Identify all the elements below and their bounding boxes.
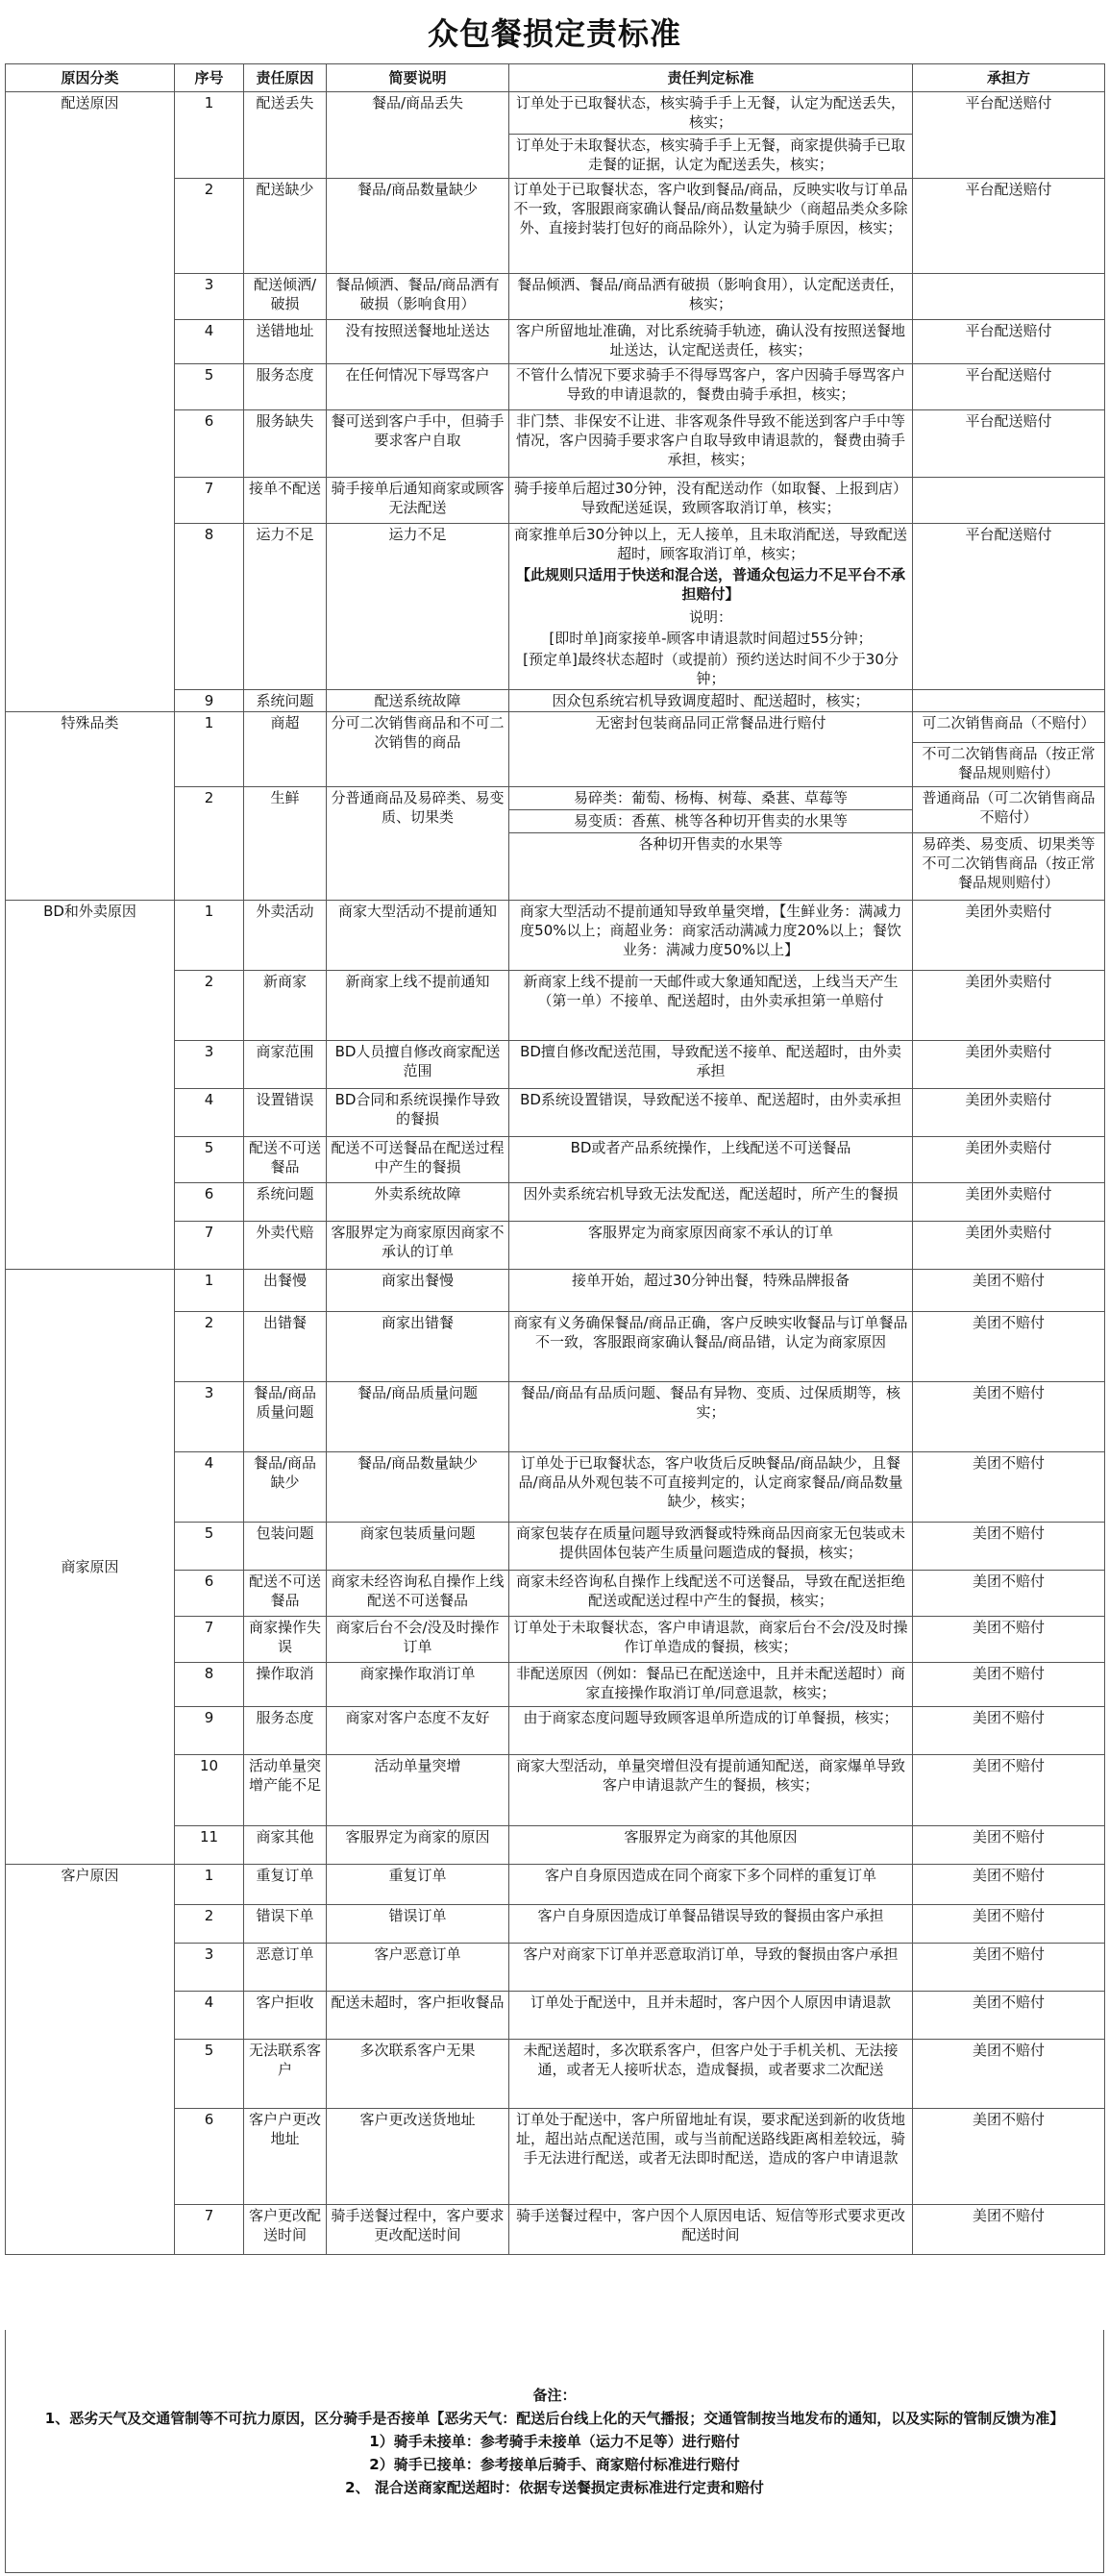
description-cell: 餐可送到客户手中，但骑手要求客户自取 <box>327 410 509 478</box>
reason-cell: 系统问题 <box>244 690 327 712</box>
row-number: 5 <box>175 364 244 410</box>
party-cell <box>913 274 1105 320</box>
standard-cell: 非门禁、非保安不让进、非客观条件导致不能送到客户手中等情况，客户因骑手要求客户自取导致申请退款的，餐费由骑手承担，核实； <box>509 410 913 478</box>
row-number: 3 <box>175 1944 244 1992</box>
party-cell: 美团不赔付 <box>913 1523 1105 1571</box>
description-cell: 重复订单 <box>327 1865 509 1905</box>
reason-cell: 商超 <box>244 712 327 787</box>
table-row <box>6 92 1105 135</box>
party-cell: 美团外卖赔付 <box>913 1041 1105 1089</box>
page-title: 众包餐损定责标准 <box>427 15 681 52</box>
standard-cell: 订单处于已取餐状态，客户收货后反映餐品/商品缺少，且餐品/商品从外观包装不可直接判定的，认定商家餐品/商品数量缺少，核实； <box>509 1452 913 1523</box>
description-cell: 分可二次销售商品和不可二次销售的商品 <box>327 712 509 787</box>
note-item: 2、 混合送商家配送超时：依据专送餐损定责标准进行定责和赔付 <box>345 2479 764 2496</box>
standard-cell: 客服界定为商家原因商家不承认的订单 <box>509 1222 913 1270</box>
description-cell: 配送不可送餐品在配送过程中产生的餐损 <box>327 1137 509 1183</box>
row-number: 5 <box>175 2040 244 2109</box>
party-cell: 美团不赔付 <box>913 2205 1105 2255</box>
description-cell: 商家操作取消订单 <box>327 1663 509 1707</box>
category-cell: 客户原因 <box>6 1865 175 2255</box>
description-cell: 没有按照送餐地址送达 <box>327 320 509 364</box>
reason-cell: 服务态度 <box>244 364 327 410</box>
reason-cell: 错误下单 <box>244 1905 327 1944</box>
reason-cell: 活动单量突增产能不足 <box>244 1755 327 1826</box>
party-cell: 美团不赔付 <box>913 2109 1105 2205</box>
header-row <box>6 64 1105 92</box>
reason-cell: 生鲜 <box>244 787 327 901</box>
description-cell: 商家对客户态度不友好 <box>327 1707 509 1755</box>
party-cell: 美团外卖赔付 <box>913 971 1105 1041</box>
description-cell: BD人员擅自修改商家配送范围 <box>327 1041 509 1089</box>
table-row <box>6 1865 1105 1905</box>
header-category: 原因分类 <box>6 64 175 92</box>
standard-cell: BD系统设置错误，导致配送不接单、配送超时，由外卖承担 <box>509 1089 913 1137</box>
standard-cell: 订单处于未取餐状态，客户申请退款，商家后台不会/没及时操作订单造成的餐损，核实； <box>509 1617 913 1663</box>
description-cell: 商家出餐慢 <box>327 1270 509 1312</box>
row-number: 3 <box>175 1382 244 1452</box>
row-number: 1 <box>175 901 244 971</box>
row-number: 2 <box>175 971 244 1041</box>
description-cell: 配送未超时，客户拒收餐品 <box>327 1992 509 2040</box>
row-number: 5 <box>175 1137 244 1183</box>
standard-cell: 商家未经咨询私自操作上线配送不可送餐品，导致在配送拒绝配送或配送过程中产生的餐损，核实； <box>509 1571 913 1617</box>
reason-cell: 配送缺少 <box>244 179 327 274</box>
description-cell: 餐品/商品质量问题 <box>327 1382 509 1452</box>
reason-cell: 外卖代赔 <box>244 1222 327 1270</box>
standard-cell: 订单处于配送中，客户所留地址有误，要求配送到新的收货地址，超出站点配送范围，或与当前配送路线距离相差较远，骑手无法进行配送，或者无法即时配送，造成的客户申请退款 <box>509 2109 913 2205</box>
reason-cell: 接单不配送 <box>244 478 327 524</box>
party-cell: 平台配送赔付 <box>913 320 1105 364</box>
standard-note: 【此规则只适用于快送和混合送，普通众包运力不足平台不承担赔付】 <box>509 564 913 607</box>
note-item: 1）骑手未接单：参考骑手未接单（运力不足等）进行赔付 <box>369 2433 740 2450</box>
row-number: 3 <box>175 274 244 320</box>
description-cell: 错误订单 <box>327 1905 509 1944</box>
reason-cell: 客户更改配送时间 <box>244 2205 327 2255</box>
category-cell: 特殊品类 <box>6 712 175 901</box>
header-reason: 责任原因 <box>244 64 327 92</box>
description-cell: 客服界定为商家的原因 <box>327 1826 509 1865</box>
row-number: 4 <box>175 320 244 364</box>
standard-cell: BD或者产品系统操作，上线配送不可送餐品 <box>509 1137 913 1183</box>
standard-cell: 商家大型活动，单量突增但没有提前通知配送，商家爆单导致客户申请退款产生的餐损，核实； <box>509 1755 913 1826</box>
row-number: 6 <box>175 410 244 478</box>
row-number: 8 <box>175 524 244 690</box>
description-cell: 运力不足 <box>327 524 509 690</box>
description-cell: 客户更改送货地址 <box>327 2109 509 2205</box>
row-number: 6 <box>175 1571 244 1617</box>
reason-cell: 餐品/商品质量问题 <box>244 1382 327 1452</box>
description-cell: 在任何情况下辱骂客户 <box>327 364 509 410</box>
party-cell: 易碎类、易变质、切果类等不可二次销售商品（按正常餐品规则赔付） <box>913 833 1105 901</box>
reason-cell: 餐品/商品缺少 <box>244 1452 327 1523</box>
row-number: 1 <box>175 712 244 787</box>
row-number: 1 <box>175 92 244 179</box>
party-cell: 美团不赔付 <box>913 1312 1105 1382</box>
category-cell: BD和外卖原因 <box>6 901 175 1270</box>
party-cell: 美团不赔付 <box>913 1663 1105 1707</box>
party-cell: 平台配送赔付 <box>913 410 1105 478</box>
table-row <box>6 712 1105 743</box>
standard-cell: 商家大型活动不提前通知导致单量突增，【生鲜业务：满减力度50%以上；商超业务：商家活动满减力度20%以上；餐饮业务：满减力度50%以上】 <box>509 901 913 971</box>
reason-cell: 配送倾洒/破损 <box>244 274 327 320</box>
description-cell: 配送系统故障 <box>327 690 509 712</box>
standard-cell: 订单处于已取餐状态，核实骑手手上无餐，认定为配送丢失，核实； <box>509 92 913 135</box>
party-cell: 美团不赔付 <box>913 1270 1105 1312</box>
party-cell: 可二次销售商品（不赔付） <box>913 712 1105 743</box>
row-number: 5 <box>175 1523 244 1571</box>
party-cell: 美团不赔付 <box>913 1382 1105 1452</box>
party-cell: 美团外卖赔付 <box>913 1183 1105 1222</box>
party-cell: 美团不赔付 <box>913 1617 1105 1663</box>
party-cell: 不可二次销售商品（按正常餐品规则赔付） <box>913 743 1105 787</box>
standard-note-label: 说明： <box>509 607 913 628</box>
standard-cell: 不管什么情况下要求骑手不得辱骂客户，客户因骑手辱骂客户导致的申请退款的，餐费由骑手承担，核实； <box>509 364 913 410</box>
reason-cell: 包装问题 <box>244 1523 327 1571</box>
reason-cell: 配送不可送餐品 <box>244 1571 327 1617</box>
standard-cell: 非配送原因（例如：餐品已在配送途中，且并未配送超时）商家直接操作取消订单/同意退款，核实； <box>509 1663 913 1707</box>
row-number: 6 <box>175 2109 244 2205</box>
reason-cell: 商家其他 <box>244 1826 327 1865</box>
description-cell: 商家出错餐 <box>327 1312 509 1382</box>
row-number: 3 <box>175 1041 244 1089</box>
row-number: 7 <box>175 478 244 524</box>
party-cell: 美团不赔付 <box>913 2040 1105 2109</box>
description-cell: 餐品倾洒、餐品/商品洒有破损（影响食用） <box>327 274 509 320</box>
standard-cell: 新商家上线不提前一天邮件或大象通知配送，上线当天产生（第一单）不接单、配送超时，由外卖承担第一单赔付 <box>509 971 913 1041</box>
description-cell: 餐品/商品丢失 <box>327 92 509 179</box>
standard-cell: 订单处于已取餐状态，客户收到餐品/商品，反映实收与订单品不一致，客服跟商家确认餐品/商品数量缺少（商超品类众多除外、直接封装打包好的商品除外），认定为骑手原因，核实； <box>509 179 913 274</box>
description-cell: 客户恶意订单 <box>327 1944 509 1992</box>
reason-cell: 客户户更改地址 <box>244 2109 327 2205</box>
description-cell: 分普通商品及易碎类、易变质、切果类 <box>327 787 509 901</box>
party-cell: 美团不赔付 <box>913 1755 1105 1826</box>
row-number: 4 <box>175 1992 244 2040</box>
party-cell <box>913 478 1105 524</box>
row-number: 7 <box>175 2205 244 2255</box>
party-cell: 美团不赔付 <box>913 1992 1105 2040</box>
reason-cell: 服务缺失 <box>244 410 327 478</box>
description-cell: 餐品/商品数量缺少 <box>327 179 509 274</box>
table-row <box>6 901 1105 971</box>
standard-cell: 因外卖系统宕机导致无法发配送，配送超时，所产生的餐损 <box>509 1183 913 1222</box>
party-cell: 平台配送赔付 <box>913 179 1105 274</box>
description-cell: 外卖系统故障 <box>327 1183 509 1222</box>
reason-cell: 新商家 <box>244 971 327 1041</box>
description-cell: BD合同和系统误操作导致的餐损 <box>327 1089 509 1137</box>
description-cell: 新商家上线不提前通知 <box>327 971 509 1041</box>
liability-table <box>5 63 1105 2255</box>
standard-cell: 客户所留地址准确，对比系统骑手轨迹，确认没有按照送餐地址送达，认定配送责任，核实； <box>509 320 913 364</box>
party-cell: 美团不赔付 <box>913 1452 1105 1523</box>
row-number: 10 <box>175 1755 244 1826</box>
party-cell: 平台配送赔付 <box>913 92 1105 179</box>
standard-cell: BD擅自修改配送范围，导致配送不接单、配送超时，由外卖承担 <box>509 1041 913 1089</box>
row-number: 9 <box>175 690 244 712</box>
row-number: 4 <box>175 1452 244 1523</box>
party-cell: 平台配送赔付 <box>913 524 1105 690</box>
reason-cell: 无法联系客户 <box>244 2040 327 2109</box>
standard-cell: 餐品/商品有品质问题、餐品有异物、变质、过保质期等，核实； <box>509 1382 913 1452</box>
standard-cell: 订单处于未取餐状态，核实骑手手上无餐，商家提供骑手已取走餐的证据，认定为配送丢失，核实； <box>509 135 913 179</box>
row-number: 2 <box>175 179 244 274</box>
standard-cell: 客服界定为商家的其他原因 <box>509 1826 913 1865</box>
standard-cell: 客户自身原因造成在同个商家下多个同样的重复订单 <box>509 1865 913 1905</box>
party-cell <box>913 690 1105 712</box>
row-number: 11 <box>175 1826 244 1865</box>
header-party: 承担方 <box>913 64 1105 92</box>
row-number: 7 <box>175 1617 244 1663</box>
reason-cell: 运力不足 <box>244 524 327 690</box>
reason-cell: 出错餐 <box>244 1312 327 1382</box>
reason-cell: 设置错误 <box>244 1089 327 1137</box>
standard-cell: 因众包系统宕机导致调度超时、配送超时，核实； <box>509 690 913 712</box>
party-cell: 美团外卖赔付 <box>913 1222 1105 1270</box>
reason-cell: 系统问题 <box>244 1183 327 1222</box>
standard-cell: 无密封包装商品同正常餐品进行赔付 <box>509 712 913 787</box>
description-cell: 商家未经咨询私自操作上线配送不可送餐品 <box>327 1571 509 1617</box>
reason-cell: 客户拒收 <box>244 1992 327 2040</box>
standard-cell: 餐品倾洒、餐品/商品洒有破损（影响食用），认定配送责任，核实； <box>509 274 913 320</box>
standard-note-line: [预定单]最终状态超时（或提前）预约送达时间不少于30分钟； <box>509 649 913 690</box>
standard-cell: 商家包装存在质量问题导致洒餐或特殊商品因商家无包装或未提供固体包装产生质量问题造成的餐损，核实； <box>509 1523 913 1571</box>
standard-cell: 各种切开售卖的水果等 <box>509 833 913 901</box>
standard-note-line: [即时单]商家接单-顾客申请退款时间超过55分钟； <box>509 628 913 649</box>
standard-cell: 易碎类：葡萄、杨梅、树莓、桑葚、草莓等 <box>509 787 913 810</box>
party-cell: 美团不赔付 <box>913 1944 1105 1992</box>
description-cell: 多次联系客户无果 <box>327 2040 509 2109</box>
reason-cell: 配送丢失 <box>244 92 327 179</box>
description-cell: 商家包装质量问题 <box>327 1523 509 1571</box>
row-number: 2 <box>175 1905 244 1944</box>
category-cell: 配送原因 <box>6 92 175 712</box>
header-number: 序号 <box>175 64 244 92</box>
party-cell: 美团外卖赔付 <box>913 901 1105 971</box>
row-number: 1 <box>175 1270 244 1312</box>
party-cell: 美团不赔付 <box>913 1707 1105 1755</box>
row-number: 1 <box>175 1865 244 1905</box>
reason-cell: 出餐慢 <box>244 1270 327 1312</box>
standard-cell: 骑手送餐过程中，客户因个人原因电话、短信等形式要求更改配送时间 <box>509 2205 913 2255</box>
reason-cell: 送错地址 <box>244 320 327 364</box>
table-row <box>6 1270 1105 1312</box>
notes-heading: 备注： <box>532 2387 577 2404</box>
description-cell: 商家大型活动不提前通知 <box>327 901 509 971</box>
reason-cell: 服务态度 <box>244 1707 327 1755</box>
party-cell: 美团不赔付 <box>913 1865 1105 1905</box>
description-cell: 骑手送餐过程中，客户要求更改配送时间 <box>327 2205 509 2255</box>
row-number: 2 <box>175 787 244 901</box>
party-cell: 美团外卖赔付 <box>913 1089 1105 1137</box>
standard-cell: 商家推单后30分钟以上，无人接单，且未取消配送，导致配送超时，顾客取消订单，核实； <box>509 524 913 565</box>
header-standard: 责任判定标准 <box>509 64 913 92</box>
row-number: 9 <box>175 1707 244 1755</box>
standard-cell: 客户对商家下订单并恶意取消订单，导致的餐损由客户承担 <box>509 1944 913 1992</box>
reason-cell: 外卖活动 <box>244 901 327 971</box>
party-cell: 美团不赔付 <box>913 1905 1105 1944</box>
standard-cell: 商家有义务确保餐品/商品正确，客户反映实收餐品与订单餐品不一致，客服跟商家确认餐品/商品错，认定为商家原因 <box>509 1312 913 1382</box>
note-item: 2）骑手已接单：参考接单后骑手、商家赔付标准进行赔付 <box>369 2456 740 2473</box>
reason-cell: 操作取消 <box>244 1663 327 1707</box>
party-cell: 普通商品（可二次销售商品不赔付） <box>913 787 1105 833</box>
note-item: 1、恶劣天气及交通管制等不可抗力原因，区分骑手是否接单【恶劣天气：配送后台线上化的天气播报；交通管制按当地发布的通知，以及实际的管制反馈为准】 <box>44 2410 1065 2427</box>
header-description: 简要说明 <box>327 64 509 92</box>
reason-cell: 商家操作失误 <box>244 1617 327 1663</box>
description-cell: 客服界定为商家原因商家不承认的订单 <box>327 1222 509 1270</box>
standard-cell: 易变质：香蕉、桃等各种切开售卖的水果等 <box>509 810 913 833</box>
category-cell: 商家原因 <box>6 1270 175 1865</box>
standard-cell: 骑手接单后超过30分钟，没有配送动作（如取餐、上报到店）导致配送延误，致顾客取消订单，核实； <box>509 478 913 524</box>
standard-cell: 由于商家态度问题导致顾客退单所造成的订单餐损，核实； <box>509 1707 913 1755</box>
reason-cell: 恶意订单 <box>244 1944 327 1992</box>
description-cell: 商家后台不会/没及时操作订单 <box>327 1617 509 1663</box>
party-cell: 美团不赔付 <box>913 1571 1105 1617</box>
description-cell: 活动单量突增 <box>327 1755 509 1826</box>
row-number: 7 <box>175 1222 244 1270</box>
row-number: 2 <box>175 1312 244 1382</box>
reason-cell: 配送不可送餐品 <box>244 1137 327 1183</box>
description-cell: 骑手接单后通知商家或顾客无法配送 <box>327 478 509 524</box>
reason-cell: 商家范围 <box>244 1041 327 1089</box>
notes-section <box>5 2330 1104 2573</box>
standard-cell: 未配送超时，多次联系客户，但客户处于手机关机、无法接通，或者无人接听状态，造成餐损，或者要求二次配送 <box>509 2040 913 2109</box>
party-cell: 美团外卖赔付 <box>913 1137 1105 1183</box>
party-cell: 美团不赔付 <box>913 1826 1105 1865</box>
row-number: 6 <box>175 1183 244 1222</box>
reason-cell: 重复订单 <box>244 1865 327 1905</box>
standard-cell: 客户自身原因造成订单餐品错误导致的餐损由客户承担 <box>509 1905 913 1944</box>
row-number: 8 <box>175 1663 244 1707</box>
standard-cell: 订单处于配送中，且并未超时，客户因个人原因申请退款 <box>509 1992 913 2040</box>
row-number: 4 <box>175 1089 244 1137</box>
standard-cell: 接单开始，超过30分钟出餐，特殊品牌报备 <box>509 1270 913 1312</box>
description-cell: 餐品/商品数量缺少 <box>327 1452 509 1523</box>
party-cell: 平台配送赔付 <box>913 364 1105 410</box>
